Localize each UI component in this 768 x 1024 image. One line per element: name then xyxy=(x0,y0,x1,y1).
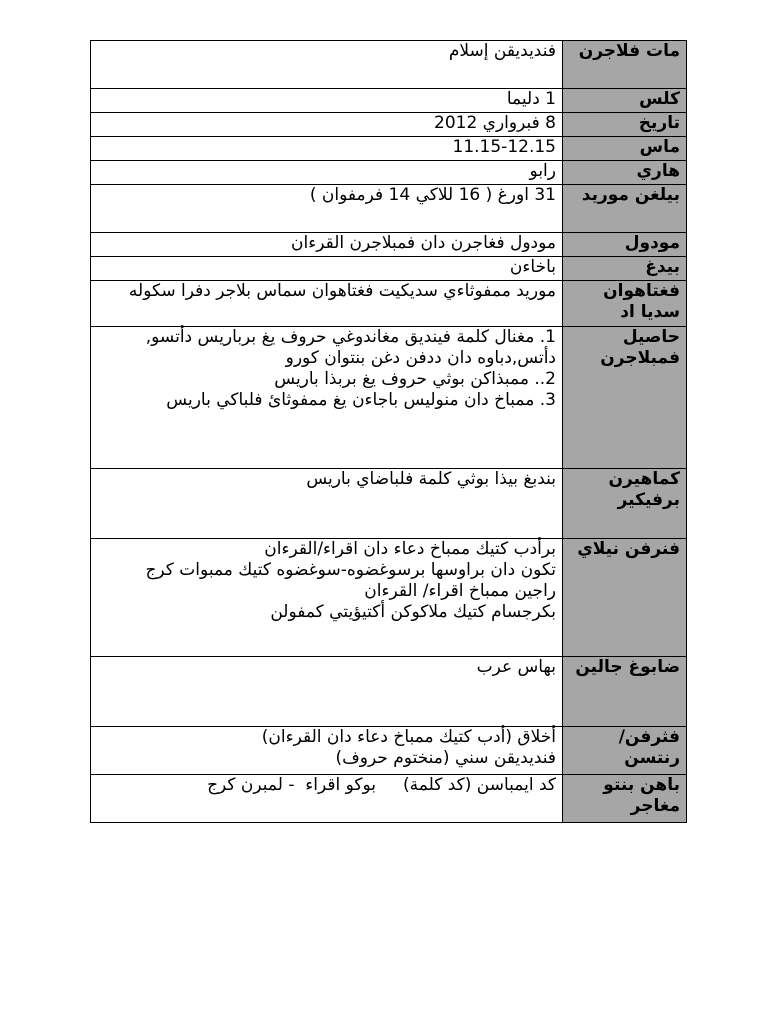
learning-outcomes-list xyxy=(97,327,556,411)
value-line: راجين ممباخ اقراء/ القرءان xyxy=(364,581,556,601)
teaching-aids-label: باهن بنتو مغاجر xyxy=(563,775,687,823)
teaching-aids-value: كد ايمباسن (كد كلمة) بوكو اقراء - لمبرن كرج xyxy=(91,775,563,823)
student-count-label: بيلغن موريد xyxy=(563,185,687,233)
field-label: بيدغ xyxy=(563,257,687,281)
values-value xyxy=(91,539,563,657)
row-emphasis xyxy=(91,727,687,775)
row-field xyxy=(91,257,687,281)
value-line: تكون دان براوسها برسوغضوه-سوغضوه كتيك ممبوات كرج xyxy=(145,560,556,580)
row-learning-outcomes xyxy=(91,327,687,469)
emphasis-line: أخلاق (أدب كتيك ممباخ دعاء دان القرءان) xyxy=(261,727,556,747)
row-integration xyxy=(91,657,687,727)
time-label: ماس xyxy=(563,137,687,161)
row-date xyxy=(91,113,687,137)
row-subject xyxy=(91,41,687,89)
day-value: رابو xyxy=(91,161,563,185)
prior-knowledge-label: فغتاهوان سديا اد xyxy=(563,281,687,327)
row-teaching-aids xyxy=(91,775,687,823)
subject-label: مات فلاجرن xyxy=(563,41,687,89)
prior-knowledge-value: موريد ممفوثاءي سديكيت فغتاهوان سماس بلاجر دفرا سكوله xyxy=(91,281,563,327)
emphasis-value xyxy=(91,727,563,775)
subject-value: فنديديقن إسلام xyxy=(91,41,563,89)
learning-outcome-item: 2.. ممبذاكن بوثي حروف يغ بربذا باريس xyxy=(274,369,556,389)
learning-outcome-item: 1. مغنال كلمة فينديق مغاندوغي حروف يغ برباريس دأتسو, دأتس,دباوه دان ددفن دغن بنتوان كورو xyxy=(145,327,556,368)
day-label: هاري xyxy=(563,161,687,185)
row-values xyxy=(91,539,687,657)
learning-outcomes-label: حاصيل فمبلاجرن xyxy=(563,327,687,469)
module-label: مودول xyxy=(563,233,687,257)
learning-outcome-item: 3. ممباخ دان منوليس باجاءن يغ ممفوثائ فلباكي باريس xyxy=(166,390,556,410)
student-count-value: 31 اورغ ( 16 للاكي 14 فرمفوان ) xyxy=(91,185,563,233)
date-value: 8 فبرواري 2012 xyxy=(91,113,563,137)
row-module xyxy=(91,233,687,257)
row-day xyxy=(91,161,687,185)
learning-outcomes-value xyxy=(91,327,563,469)
row-thinking-skills xyxy=(91,469,687,539)
integration-label: ضابوغ جالين xyxy=(563,657,687,727)
thinking-skills-value: بندبغ بيذا بوثي كلمة فلباضاي باريس xyxy=(91,469,563,539)
class-value: 1 دليما xyxy=(91,89,563,113)
row-prior-knowledge xyxy=(91,281,687,327)
emphasis-label: فثرفن/رنتسن xyxy=(563,727,687,775)
lesson-plan-table xyxy=(90,40,687,823)
row-time xyxy=(91,137,687,161)
field-value: باخاءن xyxy=(91,257,563,281)
value-line: بكرجسام كتيك ملاكوكن أكتيؤيتي كمفولن xyxy=(270,602,556,622)
value-line: برأدب كتيك ممباخ دعاء دان اقراء/القرءان xyxy=(264,539,556,559)
values-label: فنرفن نيلاي xyxy=(563,539,687,657)
class-label: كلس xyxy=(563,89,687,113)
integration-value: بهاس عرب xyxy=(91,657,563,727)
date-label: تاريخ xyxy=(563,113,687,137)
thinking-skills-label: كماهيرن برفيكير xyxy=(563,469,687,539)
row-student-count xyxy=(91,185,687,233)
time-value: 11.15-12.15 xyxy=(91,137,563,161)
module-value: مودول فغاجرن دان فمبلاجرن القرءان xyxy=(91,233,563,257)
row-class xyxy=(91,89,687,113)
emphasis-line: فنديديقن سني (منختوم حروف) xyxy=(335,748,556,768)
